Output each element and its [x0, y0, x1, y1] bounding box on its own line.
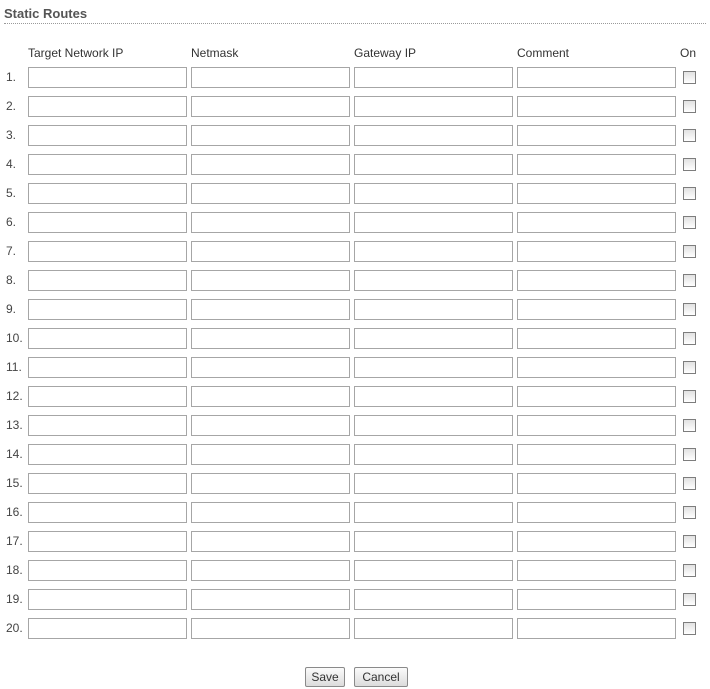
target-network-ip-input[interactable]: [28, 125, 187, 146]
gateway-ip-input[interactable]: [354, 183, 513, 204]
route-row: [0, 588, 710, 617]
route-enabled-checkbox[interactable]: [683, 274, 696, 287]
route-row-number: 12.: [6, 389, 23, 403]
gateway-ip-input[interactable]: [354, 328, 513, 349]
comment-input[interactable]: [517, 531, 676, 552]
route-row: [0, 327, 710, 356]
route-row: [0, 385, 710, 414]
route-row: [0, 269, 710, 298]
section-title: Static Routes: [4, 6, 88, 21]
comment-input[interactable]: [517, 560, 676, 581]
static-routes-table: [0, 66, 710, 646]
gateway-ip-input[interactable]: [354, 560, 513, 581]
netmask-input[interactable]: [191, 444, 350, 465]
column-header-target-network-ip: Target Network IP: [28, 46, 124, 60]
route-enabled-checkbox[interactable]: [683, 158, 696, 171]
route-row: [0, 501, 710, 530]
route-row-number: 18.: [6, 563, 23, 577]
route-row-number: 3.: [6, 128, 17, 142]
comment-input[interactable]: [517, 589, 676, 610]
column-header-on: On: [680, 46, 697, 60]
route-enabled-checkbox[interactable]: [683, 361, 696, 374]
comment-input[interactable]: [517, 386, 676, 407]
route-row: [0, 443, 710, 472]
netmask-input[interactable]: [191, 154, 350, 175]
route-row-number: 11.: [6, 360, 22, 374]
route-enabled-checkbox[interactable]: [683, 245, 696, 258]
netmask-input[interactable]: [191, 125, 350, 146]
route-row: [0, 472, 710, 501]
target-network-ip-input[interactable]: [28, 328, 187, 349]
target-network-ip-input[interactable]: [28, 531, 187, 552]
column-header-netmask: Netmask: [191, 46, 239, 60]
comment-input[interactable]: [517, 183, 676, 204]
target-network-ip-input[interactable]: [28, 618, 187, 639]
gateway-ip-input[interactable]: [354, 531, 513, 552]
gateway-ip-input[interactable]: [354, 357, 513, 378]
route-row-number: 8.: [6, 273, 17, 287]
comment-input[interactable]: [517, 125, 676, 146]
target-network-ip-input[interactable]: [28, 502, 187, 523]
route-enabled-checkbox[interactable]: [683, 622, 696, 635]
target-network-ip-input[interactable]: [28, 299, 187, 320]
netmask-input[interactable]: [191, 386, 350, 407]
netmask-input[interactable]: [191, 96, 350, 117]
route-row-number: 13.: [6, 418, 23, 432]
route-row: [0, 124, 710, 153]
comment-input[interactable]: [517, 473, 676, 494]
route-row: [0, 356, 710, 385]
route-row: [0, 530, 710, 559]
comment-input[interactable]: [517, 502, 676, 523]
comment-input[interactable]: [517, 415, 676, 436]
route-enabled-checkbox[interactable]: [683, 71, 696, 84]
gateway-ip-input[interactable]: [354, 67, 513, 88]
route-enabled-checkbox[interactable]: [683, 100, 696, 113]
gateway-ip-input[interactable]: [354, 270, 513, 291]
comment-input[interactable]: [517, 154, 676, 175]
comment-input[interactable]: [517, 618, 676, 639]
column-header-comment: Comment: [517, 46, 570, 60]
route-row-number: 15.: [6, 476, 23, 490]
target-network-ip-input[interactable]: [28, 560, 187, 581]
netmask-input[interactable]: [191, 241, 350, 262]
target-network-ip-input[interactable]: [28, 357, 187, 378]
route-row: [0, 240, 710, 269]
comment-input[interactable]: [517, 444, 676, 465]
comment-input[interactable]: [517, 299, 676, 320]
netmask-input[interactable]: [191, 560, 350, 581]
netmask-input[interactable]: [191, 618, 350, 639]
netmask-input[interactable]: [191, 328, 350, 349]
comment-input[interactable]: [517, 67, 676, 88]
route-row-number: 7.: [6, 244, 17, 258]
save-button[interactable]: Save: [305, 667, 345, 687]
route-row-number: 4.: [6, 157, 17, 171]
target-network-ip-input[interactable]: [28, 386, 187, 407]
route-enabled-checkbox[interactable]: [683, 564, 696, 577]
route-row: [0, 559, 710, 588]
target-network-ip-input[interactable]: [28, 270, 187, 291]
comment-input[interactable]: [517, 328, 676, 349]
target-network-ip-input[interactable]: [28, 154, 187, 175]
gateway-ip-input[interactable]: [354, 618, 513, 639]
route-row-number: 14.: [6, 447, 23, 461]
route-enabled-checkbox[interactable]: [683, 187, 696, 200]
netmask-input[interactable]: [191, 357, 350, 378]
target-network-ip-input[interactable]: [28, 589, 187, 610]
route-row: [0, 182, 710, 211]
route-row-number: 1.: [6, 70, 17, 84]
section-divider: [4, 23, 706, 24]
route-row: [0, 414, 710, 443]
gateway-ip-input[interactable]: [354, 473, 513, 494]
gateway-ip-input[interactable]: [354, 96, 513, 117]
netmask-input[interactable]: [191, 473, 350, 494]
target-network-ip-input[interactable]: [28, 415, 187, 436]
route-row: [0, 95, 710, 124]
target-network-ip-input[interactable]: [28, 241, 187, 262]
gateway-ip-input[interactable]: [354, 299, 513, 320]
route-enabled-checkbox[interactable]: [683, 535, 696, 548]
route-row: [0, 153, 710, 182]
route-row-number: 5.: [6, 186, 17, 200]
gateway-ip-input[interactable]: [354, 154, 513, 175]
route-row-number: 19.: [6, 592, 23, 606]
gateway-ip-input[interactable]: [354, 415, 513, 436]
target-network-ip-input[interactable]: [28, 67, 187, 88]
comment-input[interactable]: [517, 357, 676, 378]
gateway-ip-input[interactable]: [354, 241, 513, 262]
gateway-ip-input[interactable]: [354, 444, 513, 465]
route-enabled-checkbox[interactable]: [683, 390, 696, 403]
route-row: [0, 298, 710, 327]
cancel-button[interactable]: Cancel: [354, 667, 408, 687]
netmask-input[interactable]: [191, 270, 350, 291]
target-network-ip-input[interactable]: [28, 183, 187, 204]
comment-input[interactable]: [517, 96, 676, 117]
route-enabled-checkbox[interactable]: [683, 593, 696, 606]
gateway-ip-input[interactable]: [354, 125, 513, 146]
netmask-input[interactable]: [191, 415, 350, 436]
route-row: [0, 211, 710, 240]
netmask-input[interactable]: [191, 531, 350, 552]
route-row-number: 10.: [6, 331, 23, 345]
route-enabled-checkbox[interactable]: [683, 216, 696, 229]
route-row-number: 6.: [6, 215, 17, 229]
netmask-input[interactable]: [191, 67, 350, 88]
route-enabled-checkbox[interactable]: [683, 506, 696, 519]
gateway-ip-input[interactable]: [354, 212, 513, 233]
route-row-number: 2.: [6, 99, 17, 113]
netmask-input[interactable]: [191, 183, 350, 204]
comment-input[interactable]: [517, 212, 676, 233]
route-row-number: 20.: [6, 621, 23, 635]
comment-input[interactable]: [517, 241, 676, 262]
comment-input[interactable]: [517, 270, 676, 291]
route-row: [0, 66, 710, 95]
target-network-ip-input[interactable]: [28, 444, 187, 465]
netmask-input[interactable]: [191, 502, 350, 523]
route-enabled-checkbox[interactable]: [683, 303, 696, 316]
route-enabled-checkbox[interactable]: [683, 332, 696, 345]
route-enabled-checkbox[interactable]: [683, 129, 696, 142]
target-network-ip-input[interactable]: [28, 96, 187, 117]
target-network-ip-input[interactable]: [28, 212, 187, 233]
netmask-input[interactable]: [191, 299, 350, 320]
route-row-number: 9.: [6, 302, 17, 316]
route-enabled-checkbox[interactable]: [683, 419, 696, 432]
gateway-ip-input[interactable]: [354, 589, 513, 610]
netmask-input[interactable]: [191, 212, 350, 233]
gateway-ip-input[interactable]: [354, 386, 513, 407]
route-enabled-checkbox[interactable]: [683, 477, 696, 490]
column-header-gateway-ip: Gateway IP: [354, 46, 417, 60]
netmask-input[interactable]: [191, 589, 350, 610]
target-network-ip-input[interactable]: [28, 473, 187, 494]
route-row-number: 16.: [6, 505, 23, 519]
route-row: [0, 617, 710, 646]
route-row-number: 17.: [6, 534, 23, 548]
route-enabled-checkbox[interactable]: [683, 448, 696, 461]
gateway-ip-input[interactable]: [354, 502, 513, 523]
